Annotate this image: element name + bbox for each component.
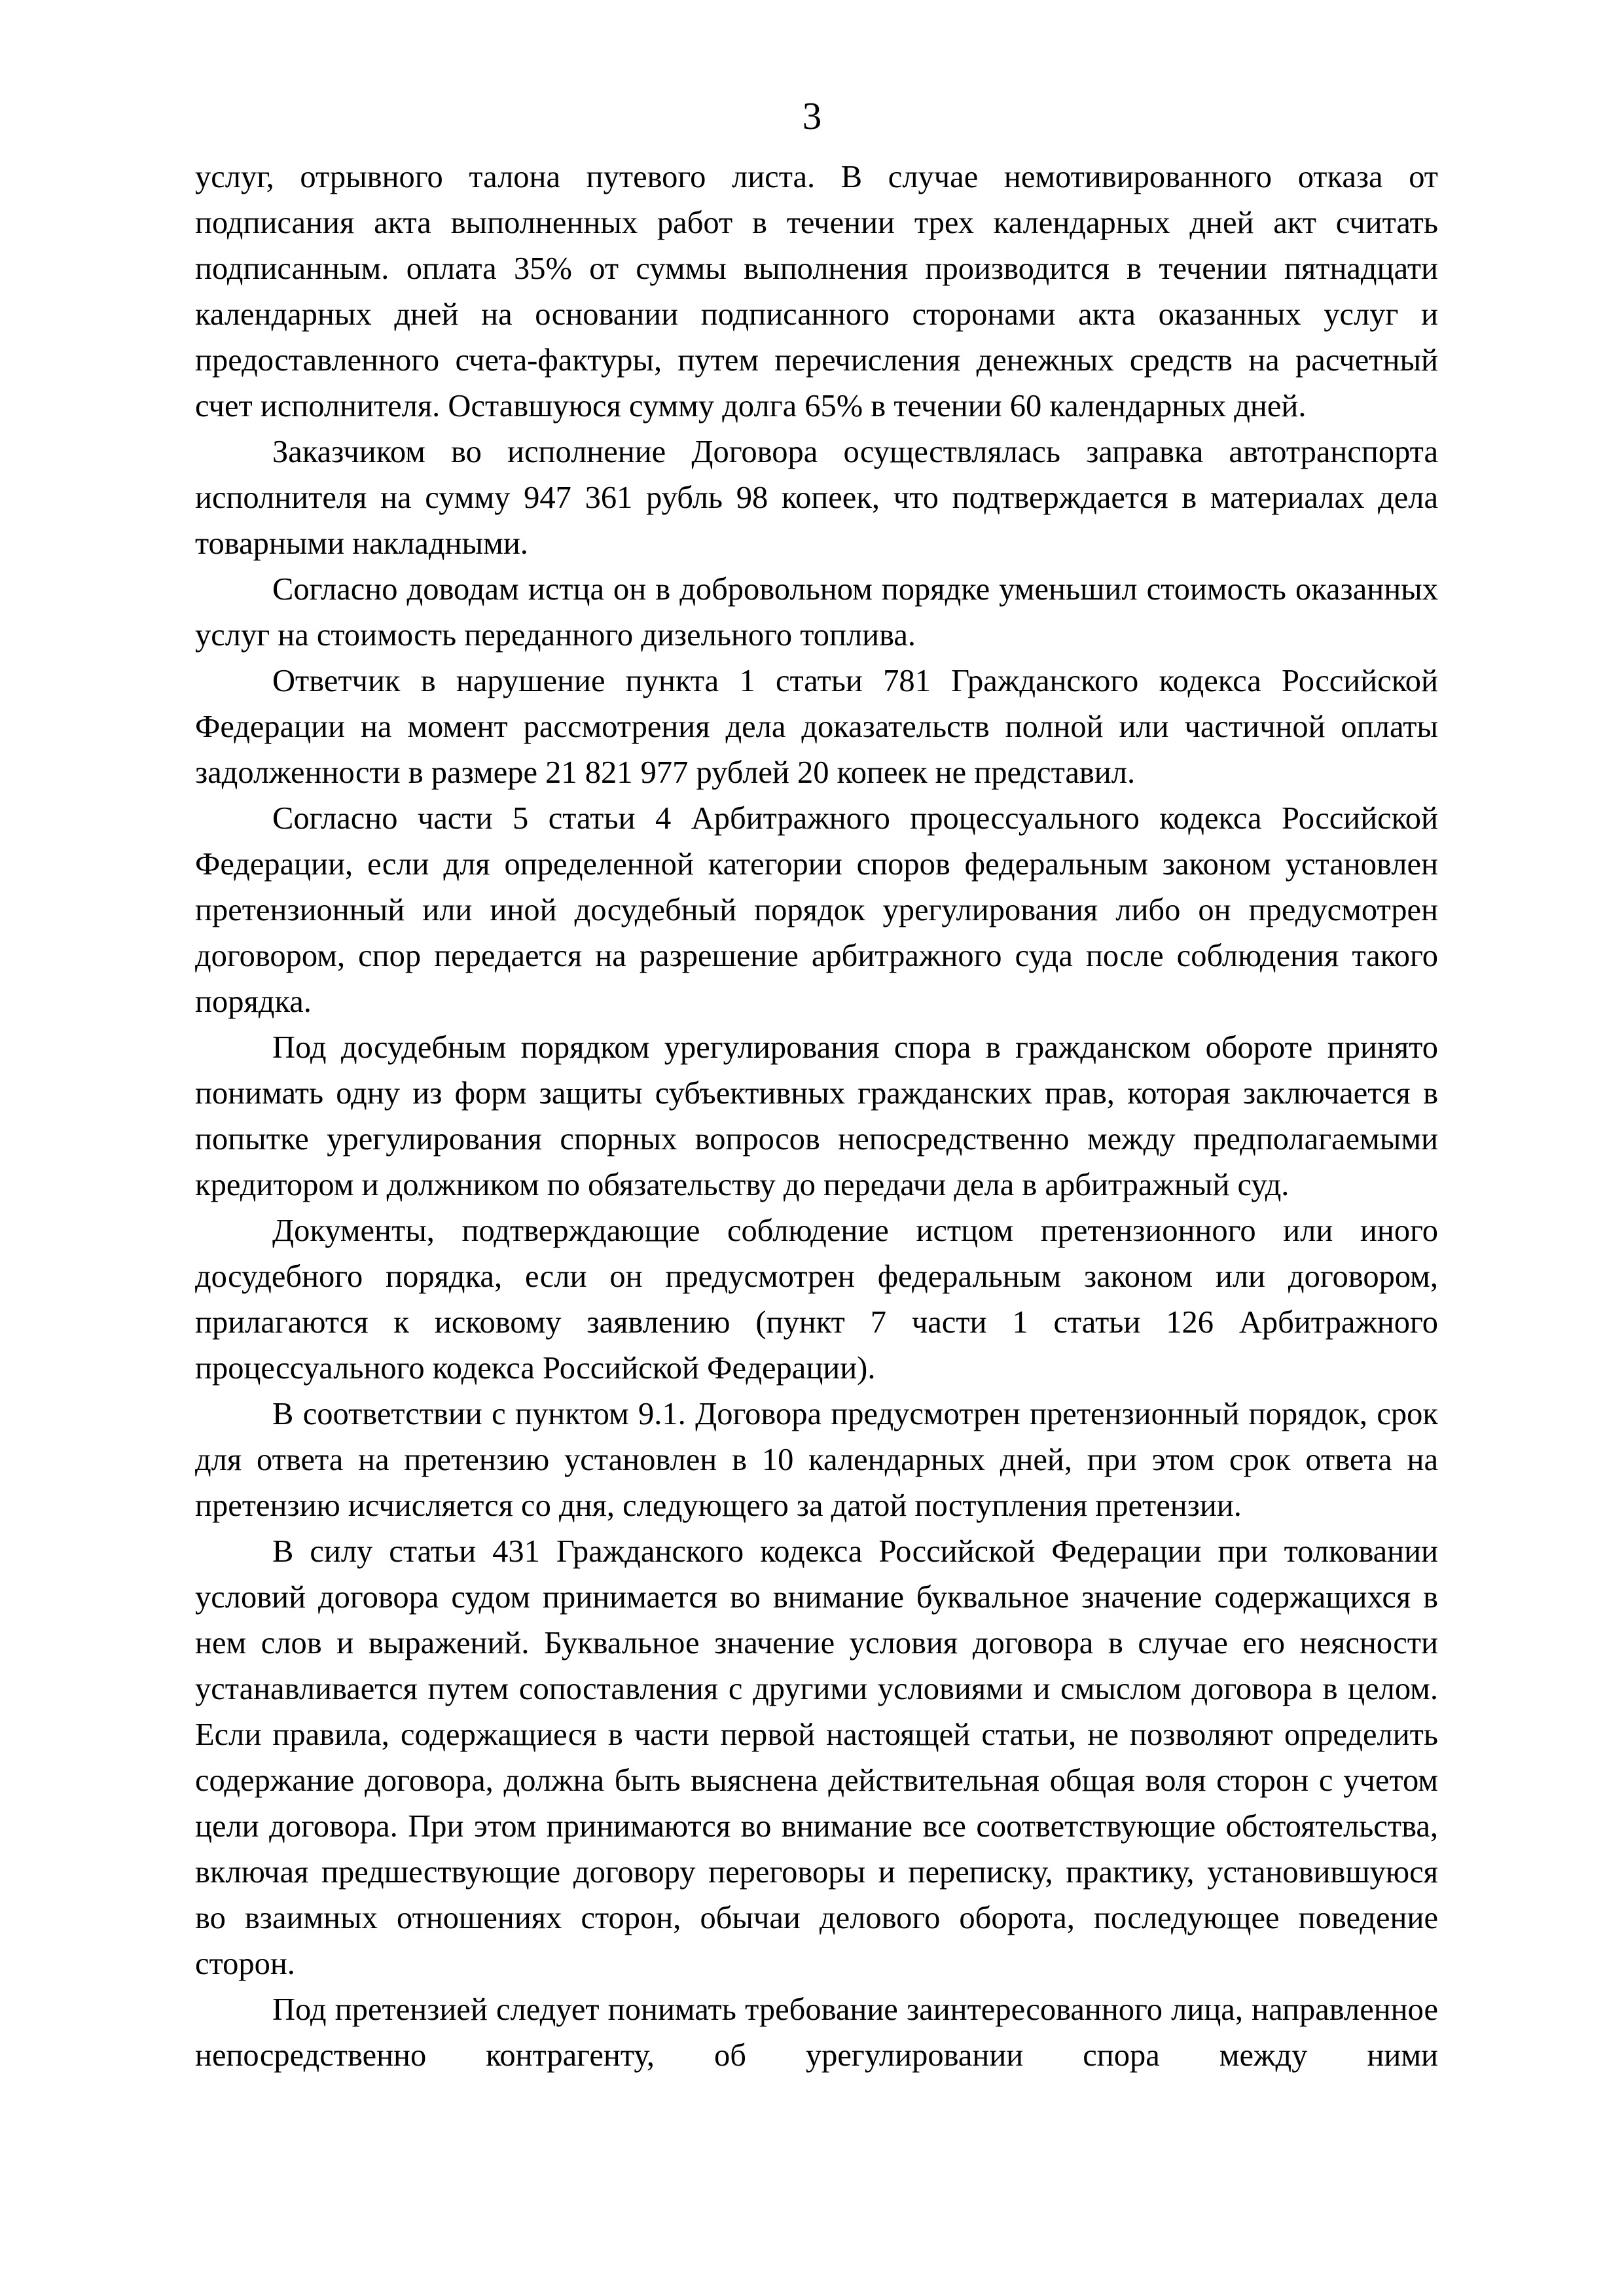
document-body: [195, 154, 1438, 2079]
page-number: 3: [802, 94, 822, 137]
paragraph-defendant-debt: Ответчик в нарушение пункта 1 статьи 781 Гражданского кодекса Российской Федерации на момент рассмотрения дела доказательств полной или частичной оплаты задолженности в размере 21 821 977 рублей 20 копеек не представил.: [195, 664, 1438, 790]
paragraph-documents: Документы, подтверждающие соблюдение истцом претензионного или иного досудебного порядка, если он предусмотрен федеральным законом или договором, прилагаются к исковому заявлению (пункт 7 части 1 статьи 126 Арбитражного процессуального кодекса Российской Федерации).: [195, 1213, 1438, 1386]
paragraph-article-431: В силу статьи 431 Гражданского кодекса Российской Федерации при толковании условий договора судом принимается во внимание буквальное значение содержащихся в нем слов и выражений. Буквальное значение условия договора в случае его неясности устанавливается путем сопоставления с другими условиями и смыслом договора в целом. Если правила, содержащиеся в части первой настоящей статьи, не позволяют определить содержание договора, должна быть выяснена действительная общая воля сторон с учетом цели договора. При этом принимаются во внимание все соответствующие обстоятельства, включая предшествующие договору переговоры и переписку, практику, установившуюся во взаимных отношениях сторон, обычаи делового оборота, последующее поведение сторон.: [195, 1534, 1438, 1981]
paragraph-pretrial-procedure: Под досудебным порядком урегулирования спора в гражданском обороте принято понимать одну из форм защиты субъективных гражданских прав, которая заключается в попытке урегулирования спорных вопросов непосредственно между предполагаемыми кредитором и должником по обязательству до передачи дела в арбитражный суд.: [195, 1030, 1438, 1202]
paragraph-claim-definition: Под претензией следует понимать требование заинтересованного лица, направленное непосредственно контрагенту, об урегулировании спора между ними: [195, 1992, 1438, 2073]
paragraph-cost-reduction: Согласно доводам истца он в добровольном порядке уменьшил стоимость оказанных услуг на стоимость переданного дизельного топлива.: [195, 572, 1438, 653]
paragraph-continuation: услуг, отрывного талона путевого листа. В случае немотивированного отказа от подписания акта выполненных работ в течении трех календарных дней акт считать подписанным. оплата 35% от суммы выполнения производится в течении пятнадцати календарных дней на основании подписанного сторонами акта оказанных услуг и предоставленного счета-фактуры, путем перечисления денежных средств на расчетный счет исполнителя. Оставшуюся сумму долга 65% в течении 60 календарных дней.: [195, 160, 1438, 423]
paragraph-clause-9-1: В соответствии с пунктом 9.1. Договора предусмотрен претензионный порядок, срок для ответа на претензию установлен в 10 календарных дней, при этом срок ответа на претензию исчисляется со дня, следующего за датой поступления претензии.: [195, 1397, 1438, 1523]
paragraph-apc-article-4: Согласно части 5 статьи 4 Арбитражного процессуального кодекса Российской Федерации, если для определенной категории споров федеральным законом установлен претензионный или иной досудебный порядок урегулирования либо он предусмотрен договором, спор передается на разрешение арбитражного суда после соблюдения такого порядка.: [195, 801, 1438, 1019]
paragraph-fuel-refill: Заказчиком во исполнение Договора осуществлялась заправка автотранспорта исполнителя на сумму 947 361 рубль 98 копеек, что подтверждается в материалах дела товарными накладными.: [195, 435, 1438, 561]
